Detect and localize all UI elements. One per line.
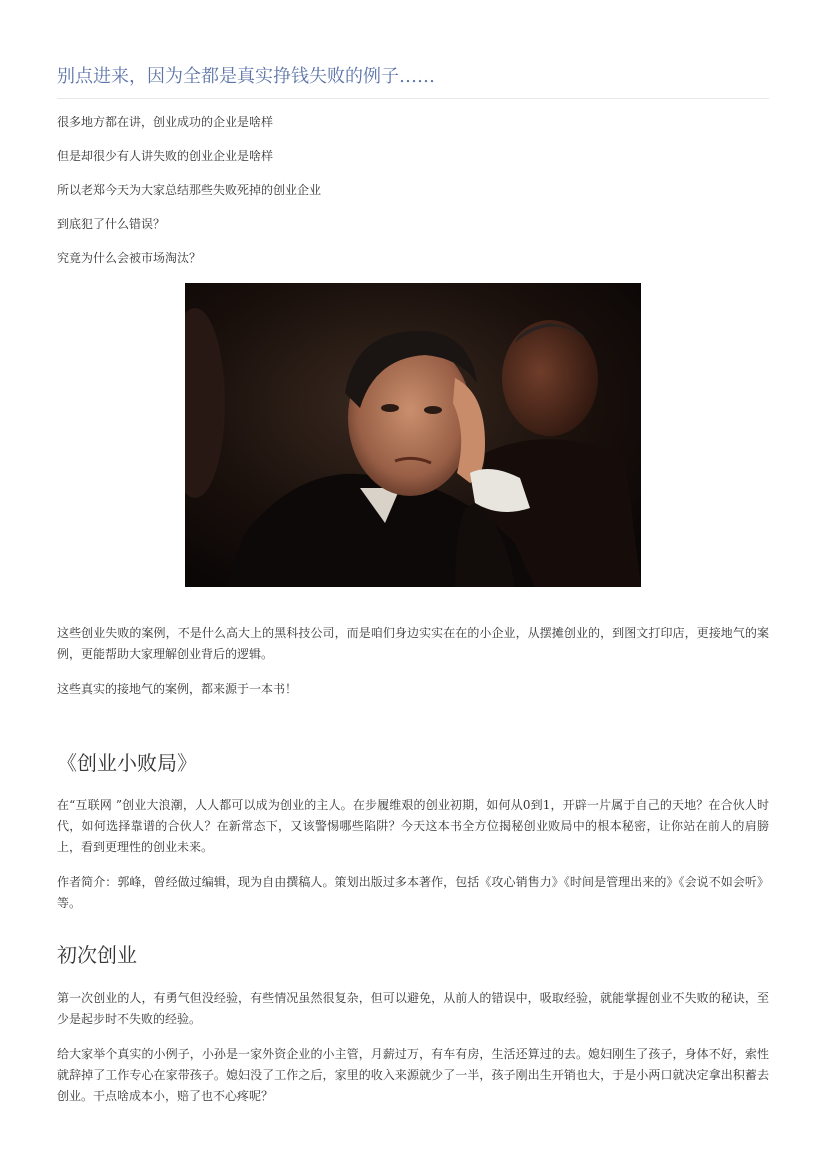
article-photo (185, 283, 641, 587)
intro-line-4: 到底犯了什么错误？ (57, 217, 166, 231)
intro-line-2: 但是却很少有人讲失败的创业企业是啥样 (57, 149, 274, 163)
title-divider (57, 98, 769, 99)
intro-line-3: 所以老郑今天为大家总结那些失败死掉的创业企业 (57, 183, 322, 197)
section-heading: 初次创业 (57, 943, 137, 967)
book-intro: 在“互联网 ”创业大浪潮，人人都可以成为创业的主人。在步履维艰的创业初期，如何从0到1，开辟一片属于自己的天地？在合伙人时代，如何选择靠谱的合伙人？在新常态下，又该警惕哪些陷阱？今天这本书全方位揭秘创业败局中的根本秘密，让你站在前人的肩膀上，看到更理性的创业未来。 (57, 798, 769, 854)
book-heading: 《创业小败局》 (57, 751, 197, 775)
article-title: 别点进来，因为全都是真实挣钱失败的例子…… (57, 66, 435, 87)
paragraph-source: 这些真实的接地气的案例，都来源于一本书！ (57, 682, 298, 696)
section-paragraph-2: 给大家举个真实的小例子，小孙是一家外资企业的小主管，月薪过万，有车有房，生活还算过的去。媳妇刚生了孩子，身体不好，索性就辞掉了工作专心在家带孩子。媳妇没了工作之后，家里的收入来源就少了一半，孩子刚出生开销也大，于是小两口就决定拿出积蓄去创业。干点啥成本小，赔了也不心疼呢？ (57, 1047, 769, 1103)
paragraph-cases: 这些创业失败的案例，不是什么高大上的黑科技公司，而是咱们身边实实在在的小企业，从摆摊创业的，到图文打印店，更接地气的案例，更能帮助大家理解创业背后的逻辑。 (57, 626, 769, 661)
intro-line-5: 究竟为什么会被市场淘汰？ (57, 251, 202, 265)
author-intro: 作者简介：郭峰，曾经做过编辑，现为自由撰稿人。策划出版过多本著作，包括《攻心销售力》《时间是管理出来的》《会说不如会听》等。 (57, 875, 769, 910)
intro-line-1: 很多地方都在讲，创业成功的企业是啥样 (57, 115, 274, 129)
section-paragraph-1: 第一次创业的人，有勇气但没经验，有些情况虽然很复杂，但可以避免，从前人的错误中，吸取经验，就能掌握创业不失败的秘诀，至少是起步时不失败的经验。 (57, 991, 769, 1026)
